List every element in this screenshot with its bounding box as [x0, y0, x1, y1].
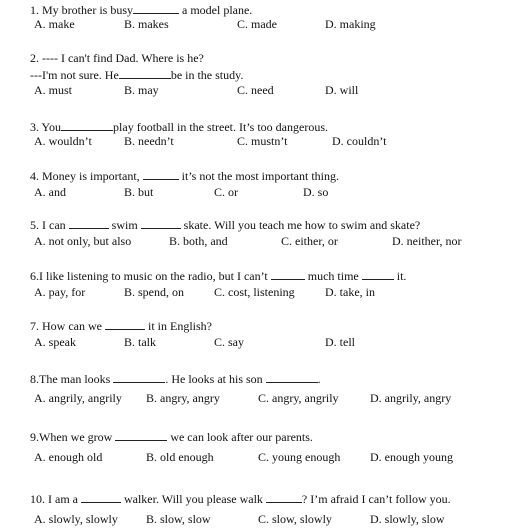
question-2-option-a[interactable]: A. must [34, 83, 73, 97]
question-text: swim [108, 218, 141, 232]
question-1-option-a[interactable]: A. make [34, 17, 75, 31]
question-text: ? I’m afraid I can’t follow you. [301, 492, 451, 506]
question-10-option-d[interactable]: D. slowly, slow [370, 512, 445, 526]
answer-blank[interactable] [133, 2, 179, 14]
question-3-stem [30, 119, 328, 134]
question-text: 9.When we grow [30, 430, 116, 444]
question-1-option-d[interactable]: D. making [325, 17, 376, 31]
question-text: a model plane. [179, 3, 253, 17]
question-9-stem [30, 429, 313, 444]
question-2-stem2 [30, 67, 243, 82]
question-text: 1. My brother is busy [30, 3, 133, 17]
question-text: 7. How can we [30, 319, 105, 333]
question-7-option-b[interactable]: B. talk [124, 335, 156, 349]
question-4-option-c[interactable]: C. or [214, 185, 238, 199]
question-9-option-a[interactable]: A. enough old [34, 450, 103, 464]
question-3-option-c[interactable]: C. mustn’t [237, 134, 288, 148]
answer-blank[interactable] [115, 429, 167, 441]
question-2-stem [30, 51, 204, 65]
question-7-option-d[interactable]: D. tell [325, 335, 355, 349]
answer-blank[interactable] [266, 371, 318, 383]
question-5-stem [30, 217, 420, 232]
question-text: skate. Will you teach me how to swim and skate? [180, 218, 421, 232]
question-4-option-b[interactable]: B. but [124, 185, 154, 199]
question-6-stem [30, 268, 406, 283]
question-text: ---I'm not sure. He [30, 68, 119, 82]
question-1-option-b[interactable]: B. makes [124, 17, 169, 31]
question-2-option-c[interactable]: C. need [237, 83, 274, 97]
question-8-option-a[interactable]: A. angrily, angrily [34, 391, 122, 405]
question-7-option-c[interactable]: C. say [214, 335, 244, 349]
answer-blank[interactable] [105, 318, 145, 330]
question-text: it. [393, 269, 407, 283]
question-4-option-a[interactable]: A. and [34, 185, 66, 199]
question-text: . He looks at his son [165, 372, 266, 386]
question-text: . [317, 372, 321, 386]
question-10-option-b[interactable]: B. slow, slow [146, 512, 211, 526]
question-7-stem [30, 318, 212, 333]
question-3-option-d[interactable]: D. couldn’t [332, 134, 387, 148]
question-10-stem [30, 491, 451, 506]
answer-blank[interactable] [119, 67, 171, 79]
question-10-option-a[interactable]: A. slowly, slowly [34, 512, 118, 526]
question-text: it in English? [144, 319, 212, 333]
question-4-option-d[interactable]: D. so [303, 185, 329, 199]
question-5-option-c[interactable]: C. either, or [281, 234, 338, 248]
question-5-option-b[interactable]: B. both, and [169, 234, 228, 248]
question-6-option-d[interactable]: D. take, in [325, 285, 375, 299]
answer-blank[interactable] [266, 491, 302, 503]
question-9-option-d[interactable]: D. enough young [370, 450, 453, 464]
question-7-option-a[interactable]: A. speak [34, 335, 76, 349]
question-text: 6.I like listening to music on the radio, but I can’t [30, 269, 271, 283]
question-6-option-a[interactable]: A. pay, for [34, 285, 86, 299]
answer-blank[interactable] [81, 491, 121, 503]
question-text: 5. I can [30, 218, 69, 232]
answer-blank[interactable] [271, 268, 305, 280]
question-text: it’s not the most important thing. [178, 169, 340, 183]
answer-blank[interactable] [362, 268, 394, 280]
question-text: 3. You [30, 120, 62, 134]
question-1-option-c[interactable]: C. made [237, 17, 277, 31]
question-text: 8.The man looks [30, 372, 114, 386]
question-2-option-d[interactable]: D. will [325, 83, 359, 97]
question-4-stem [30, 168, 339, 183]
answer-blank[interactable] [143, 168, 179, 180]
question-text: 2. ---- I can't find Dad. Where is he? [30, 51, 204, 65]
question-text: 10. I am a [30, 492, 81, 506]
question-2-option-b[interactable]: B. may [124, 83, 159, 97]
question-9-option-c[interactable]: C. young enough [258, 450, 341, 464]
question-10-option-c[interactable]: C. slow, slowly [258, 512, 332, 526]
answer-blank[interactable] [141, 217, 181, 229]
question-8-option-b[interactable]: B. angry, angry [146, 391, 220, 405]
question-9-option-b[interactable]: B. old enough [146, 450, 214, 464]
question-6-option-c[interactable]: C. cost, listening [214, 285, 295, 299]
question-text: much time [304, 269, 362, 283]
question-3-option-b[interactable]: B. needn’t [124, 134, 174, 148]
answer-blank[interactable] [113, 371, 165, 383]
question-8-option-c[interactable]: C. angry, angrily [258, 391, 339, 405]
question-8-stem [30, 371, 321, 386]
question-5-option-d[interactable]: D. neither, nor [392, 234, 462, 248]
question-5-option-a[interactable]: A. not only, but also [34, 234, 132, 248]
question-text: play football in the street. It’s too dangerous. [113, 120, 328, 134]
question-8-option-d[interactable]: D. angrily, angry [370, 391, 452, 405]
question-text: 4. Money is important, [30, 169, 143, 183]
question-1-stem [30, 2, 252, 17]
answer-blank[interactable] [61, 119, 113, 131]
question-3-option-a[interactable]: A. wouldn’t [34, 134, 92, 148]
answer-blank[interactable] [69, 217, 109, 229]
question-text: we can look after our parents. [167, 430, 313, 444]
question-text: be in the study. [170, 68, 244, 82]
question-6-option-b[interactable]: B. spend, on [124, 285, 184, 299]
question-text: walker. Will you please walk [120, 492, 266, 506]
